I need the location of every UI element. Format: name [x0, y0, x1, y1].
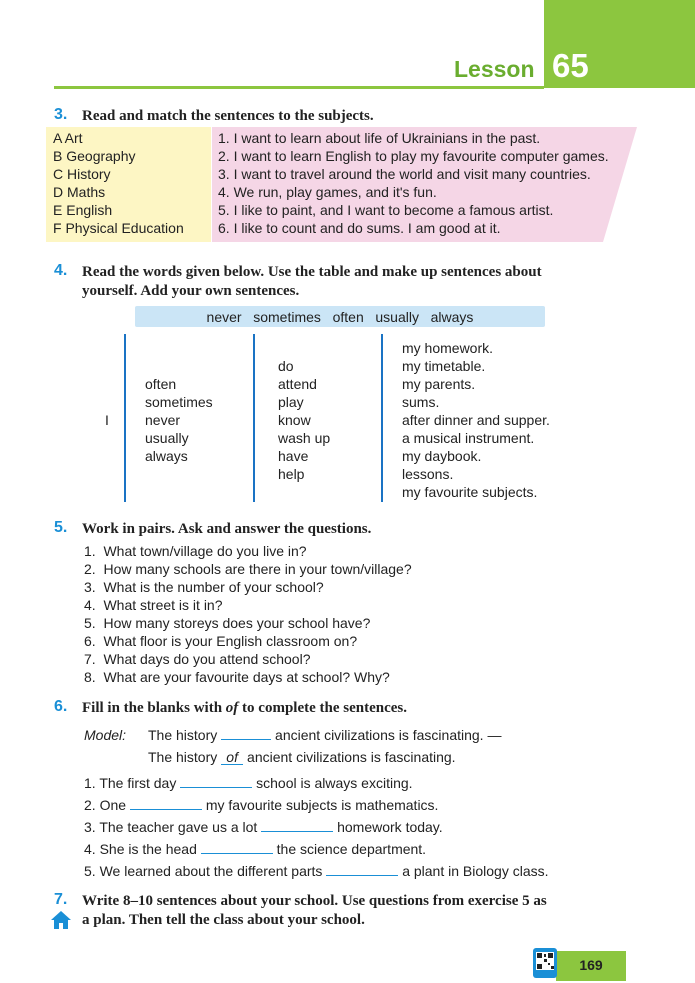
adverbs-column	[145, 375, 213, 465]
subject-item: E English	[53, 202, 113, 218]
object-item: my timetable.	[402, 358, 486, 374]
table-divider	[124, 334, 126, 502]
object-item: my favourite subjects.	[402, 484, 538, 500]
fill-item-4	[84, 840, 426, 858]
exercise-4-number: 4.	[54, 262, 68, 279]
subject-item: C History	[53, 166, 111, 182]
blank-line[interactable]	[326, 862, 398, 876]
question-item: 5. How many storeys does your school have?	[84, 615, 371, 631]
question-item: 8. What are your favourite days at school? Why?	[84, 669, 390, 685]
sentence-item: 5. I like to paint, and I want to become a famous artist.	[218, 202, 554, 218]
adverb-item: sometimes	[145, 394, 213, 410]
fill-text: school is always exciting.	[256, 775, 413, 791]
object-item: my parents.	[402, 376, 476, 392]
instruction-line: Write 8–10 sentences about your school. Use questions from exercise 5 as	[82, 893, 547, 909]
object-item: my daybook.	[402, 448, 482, 464]
exercise-7-number: 7.	[54, 891, 68, 908]
model-text: ancient civilizations is fascinating.	[247, 749, 456, 765]
blank-line	[221, 726, 271, 740]
subject-item: F Physical Education	[53, 220, 184, 236]
verb-item: play	[278, 394, 304, 410]
sentence-item: 1. I want to learn about life of Ukrainians in the past.	[218, 130, 541, 146]
sentence-item: 2. I want to learn English to play my favourite computer games.	[218, 148, 609, 164]
model-sentence-2	[148, 748, 456, 766]
fill-text: 4. She is the head	[84, 841, 197, 857]
sentences-list	[218, 129, 609, 237]
instruction-of: of	[225, 700, 239, 716]
table-divider	[253, 334, 255, 502]
question-item: 2. How many schools are there in your town/village?	[84, 561, 412, 577]
questions-list	[84, 542, 412, 686]
adverb-item: usually	[145, 430, 189, 446]
fill-text: homework today.	[337, 819, 443, 835]
verbs-column	[278, 357, 330, 483]
question-item: 3. What is the number of your school?	[84, 579, 324, 595]
fill-text: my favourite subjects is mathematics.	[205, 797, 439, 813]
fill-item-2	[84, 796, 438, 814]
object-item: lessons.	[402, 466, 454, 482]
question-item: 1. What town/village do you live in?	[84, 543, 307, 559]
verb-item: have	[278, 448, 309, 464]
lesson-title: Lesson	[454, 56, 535, 82]
subject-item: B Geography	[53, 148, 136, 164]
model-label: Model:	[84, 727, 127, 743]
verb-item: attend	[278, 376, 317, 392]
model-sentence-1	[148, 726, 501, 744]
object-item: sums.	[402, 394, 440, 410]
question-item: 6. What floor is your English classroom on?	[84, 633, 358, 649]
fill-text: a plant in Biology class.	[402, 863, 549, 879]
model-text: The history	[148, 727, 218, 743]
sentence-item: 3. I want to travel around the world and visit many countries.	[218, 166, 591, 182]
fill-text: 1. The first day	[84, 775, 177, 791]
verb-item: help	[278, 466, 305, 482]
fill-text: the science department.	[276, 841, 427, 857]
sentence-item: 4. We run, play games, and it's fun.	[218, 184, 437, 200]
instruction-part: to complete the sentences.	[238, 700, 407, 716]
adverb-item: always	[145, 448, 188, 464]
adverbs-bar-text: never sometimes often usually always	[206, 309, 474, 325]
objects-column	[402, 339, 550, 501]
table-divider	[381, 334, 383, 502]
fill-item-5	[84, 862, 549, 880]
model-text: The history	[148, 749, 218, 765]
sentence-item: 6. I like to count and do sums. I am good at it.	[218, 220, 501, 236]
qr-code-icon	[532, 947, 558, 979]
subject-item: D Maths	[53, 184, 106, 200]
blank-line[interactable]	[201, 840, 273, 854]
adverb-item: often	[145, 376, 177, 392]
object-item: my homework.	[402, 340, 494, 356]
exercise-5-number: 5.	[54, 519, 68, 536]
question-item: 4. What street is it in?	[84, 597, 223, 613]
instruction-line: Read the words given below. Use the table and make up sentences about	[82, 264, 542, 280]
page-number: 169	[579, 957, 603, 973]
lesson-number: 65	[552, 47, 589, 84]
fill-text: 3. The teacher gave us a lot	[84, 819, 258, 835]
subjects-list	[53, 129, 184, 237]
subject-item: A Art	[53, 130, 83, 146]
verb-item: wash up	[278, 430, 331, 446]
fill-item-3	[84, 818, 443, 836]
adverb-item: never	[145, 412, 181, 428]
fill-text: 5. We learned about the different parts	[84, 863, 323, 879]
header-rule	[54, 86, 544, 89]
fill-item-1	[84, 774, 413, 792]
table-subject: I	[105, 412, 109, 428]
blank-line[interactable]	[130, 796, 202, 810]
object-item: a musical instrument.	[402, 430, 535, 446]
fill-text: 2. One	[84, 797, 127, 813]
object-item: after dinner and supper.	[402, 412, 550, 428]
exercise-3-number: 3.	[54, 106, 68, 123]
exercise-6-instruction	[82, 699, 407, 718]
model-answer: of	[221, 750, 243, 765]
exercise-7-instruction	[82, 892, 547, 930]
blank-line[interactable]	[261, 818, 333, 832]
instruction-part: Fill in the blanks with	[82, 700, 226, 716]
verb-item: do	[278, 358, 294, 374]
instruction-line: a plan. Then tell the class about your school.	[82, 912, 365, 928]
blank-line[interactable]	[180, 774, 252, 788]
instruction-line: yourself. Add your own sentences.	[82, 283, 300, 299]
verb-item: know	[278, 412, 311, 428]
question-item: 7. What days do you attend school?	[84, 651, 311, 667]
model-text: ancient civilizations is fascinating. —	[275, 727, 502, 743]
home-icon	[50, 909, 72, 931]
exercise-3-instruction: Read and match the sentences to the subjects.	[82, 108, 374, 124]
exercise-6-number: 6.	[54, 698, 68, 715]
exercise-4-instruction	[82, 263, 542, 301]
exercise-5-instruction: Work in pairs. Ask and answer the questions.	[82, 521, 372, 537]
